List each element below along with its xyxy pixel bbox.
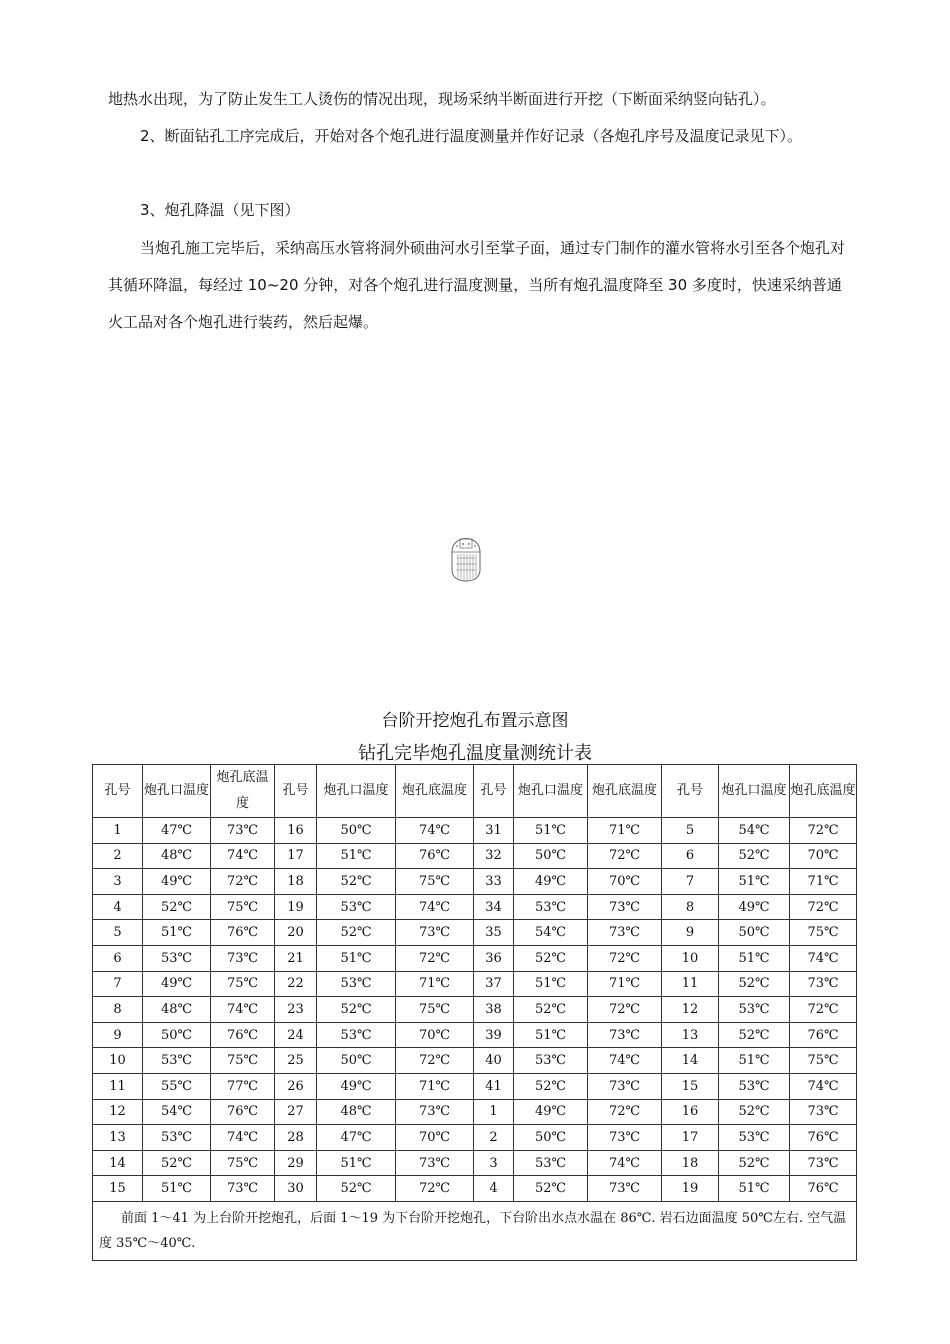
hole-number-cell: 17 <box>662 1125 719 1151</box>
tunnel-face-icon <box>449 526 483 582</box>
temperature-cell: 53℃ <box>143 1048 211 1074</box>
temperature-cell: 70℃ <box>396 1125 474 1151</box>
temperature-cell: 75℃ <box>790 1048 857 1074</box>
temperature-cell: 53℃ <box>719 1125 790 1151</box>
temperature-cell: 73℃ <box>396 1150 474 1176</box>
column-header: 炮孔底温度 <box>790 765 857 818</box>
temperature-cell: 51℃ <box>719 945 790 971</box>
hole-number-cell: 25 <box>275 1048 317 1074</box>
temperature-cell: 74℃ <box>396 894 474 920</box>
table-row <box>93 1022 857 1048</box>
temperature-cell: 55℃ <box>143 1073 211 1099</box>
hole-number-cell: 34 <box>474 894 514 920</box>
temperature-cell: 54℃ <box>514 920 588 946</box>
temperature-cell: 51℃ <box>317 1150 396 1176</box>
temperature-cell: 51℃ <box>317 843 396 869</box>
temperature-cell: 53℃ <box>514 894 588 920</box>
temperature-cell: 51℃ <box>143 920 211 946</box>
hole-number-cell: 9 <box>93 1022 143 1048</box>
temperature-cell: 74℃ <box>396 818 474 844</box>
temperature-cell: 51℃ <box>143 1176 211 1202</box>
temperature-cell: 75℃ <box>211 971 275 997</box>
temperature-cell: 74℃ <box>588 1048 662 1074</box>
temperature-cell: 72℃ <box>790 818 857 844</box>
temperature-cell: 73℃ <box>790 971 857 997</box>
temperature-cell: 52℃ <box>719 1099 790 1125</box>
temperature-cell: 73℃ <box>790 1150 857 1176</box>
temperature-cell: 73℃ <box>588 920 662 946</box>
temperature-cell: 50℃ <box>317 818 396 844</box>
hole-number-cell: 14 <box>93 1150 143 1176</box>
temperature-cell: 52℃ <box>514 1176 588 1202</box>
column-header: 炮孔底温度 <box>396 765 474 818</box>
hole-number-cell: 4 <box>474 1176 514 1202</box>
temperature-cell: 51℃ <box>514 1022 588 1048</box>
table-row <box>93 1099 857 1125</box>
column-header: 孔号 <box>474 765 514 818</box>
temperature-cell: 73℃ <box>211 945 275 971</box>
hole-number-cell: 14 <box>662 1048 719 1074</box>
temperature-cell: 53℃ <box>514 1150 588 1176</box>
temperature-cell: 75℃ <box>211 1048 275 1074</box>
temperature-cell: 50℃ <box>514 843 588 869</box>
temperature-cell: 70℃ <box>588 869 662 895</box>
temperature-cell: 74℃ <box>211 1125 275 1151</box>
temperature-cell: 51℃ <box>514 971 588 997</box>
hole-number-cell: 8 <box>93 997 143 1023</box>
temperature-cell: 52℃ <box>317 869 396 895</box>
hole-number-cell: 2 <box>93 843 143 869</box>
temperature-cell: 76℃ <box>211 1099 275 1125</box>
table-row <box>93 997 857 1023</box>
table-row <box>93 971 857 997</box>
temperature-cell: 53℃ <box>317 971 396 997</box>
temperature-cell: 47℃ <box>143 818 211 844</box>
temperature-cell: 50℃ <box>514 1125 588 1151</box>
hole-number-cell: 3 <box>474 1150 514 1176</box>
temperature-cell: 48℃ <box>317 1099 396 1125</box>
hole-number-cell: 35 <box>474 920 514 946</box>
column-header: 炮孔口温度 <box>317 765 396 818</box>
hole-number-cell: 37 <box>474 971 514 997</box>
hole-number-cell: 18 <box>662 1150 719 1176</box>
temperature-cell: 52℃ <box>719 1150 790 1176</box>
hole-number-cell: 27 <box>275 1099 317 1125</box>
temperature-cell: 52℃ <box>317 920 396 946</box>
temperature-cell: 51℃ <box>317 945 396 971</box>
temperature-cell: 53℃ <box>719 1073 790 1099</box>
column-header: 孔号 <box>275 765 317 818</box>
hole-number-cell: 13 <box>662 1022 719 1048</box>
hole-number-cell: 8 <box>662 894 719 920</box>
temperature-cell: 75℃ <box>211 1150 275 1176</box>
hole-number-cell: 23 <box>275 997 317 1023</box>
temperature-cell: 53℃ <box>514 1048 588 1074</box>
temperature-table <box>92 764 857 1261</box>
table-row <box>93 869 857 895</box>
hole-number-cell: 30 <box>275 1176 317 1202</box>
hole-number-cell: 21 <box>275 945 317 971</box>
hole-number-cell: 9 <box>662 920 719 946</box>
temperature-cell: 49℃ <box>514 1099 588 1125</box>
temperature-cell: 50℃ <box>143 1022 211 1048</box>
temperature-cell: 53℃ <box>143 1125 211 1151</box>
table-row <box>93 843 857 869</box>
temperature-cell: 72℃ <box>396 1048 474 1074</box>
temperature-cell: 52℃ <box>143 894 211 920</box>
table-title: 钻孔完毕炮孔温度量测统计表 <box>358 743 592 764</box>
hole-number-cell: 11 <box>93 1073 143 1099</box>
temperature-cell: 53℃ <box>143 945 211 971</box>
temperature-cell: 70℃ <box>396 1022 474 1048</box>
hole-number-cell: 16 <box>662 1099 719 1125</box>
temperature-cell: 71℃ <box>396 1073 474 1099</box>
hole-number-cell: 2 <box>474 1125 514 1151</box>
table-row <box>93 1150 857 1176</box>
temperature-cell: 49℃ <box>514 869 588 895</box>
temperature-cell: 52℃ <box>719 971 790 997</box>
column-header: 孔号 <box>93 765 143 818</box>
temperature-cell: 52℃ <box>514 945 588 971</box>
temperature-cell: 75℃ <box>396 869 474 895</box>
temperature-cell: 54℃ <box>719 818 790 844</box>
hole-number-cell: 5 <box>93 920 143 946</box>
hole-number-cell: 17 <box>275 843 317 869</box>
temperature-cell: 77℃ <box>211 1073 275 1099</box>
temperature-cell: 73℃ <box>588 1125 662 1151</box>
table-body <box>93 818 857 1202</box>
temperature-cell: 73℃ <box>396 1099 474 1125</box>
hole-number-cell: 29 <box>275 1150 317 1176</box>
hole-number-cell: 38 <box>474 997 514 1023</box>
temperature-cell: 51℃ <box>514 818 588 844</box>
table-row <box>93 945 857 971</box>
hole-number-cell: 12 <box>93 1099 143 1125</box>
temperature-cell: 71℃ <box>588 971 662 997</box>
body-paragraph-4: 当炮孔施工完毕后，采纳高压水管将洞外硕曲河水引至掌子面，通过专门制作的灌水管将水引至各个炮孔对其循环降温，每经过 10~20 分钟，对各个炮孔进行温度测量，当所有炮孔温度降至 30 多度时，快速采纳普通火工品对各个炮孔进行装药，然后起爆。 <box>108 239 846 331</box>
column-header: 孔号 <box>662 765 719 818</box>
temperature-cell: 52℃ <box>317 997 396 1023</box>
temperature-cell: 73℃ <box>790 1099 857 1125</box>
temperature-cell: 49℃ <box>317 1073 396 1099</box>
temperature-cell: 72℃ <box>588 843 662 869</box>
temperature-cell: 48℃ <box>143 843 211 869</box>
table-header-row <box>93 765 857 818</box>
temperature-cell: 52℃ <box>514 997 588 1023</box>
temperature-cell: 72℃ <box>790 894 857 920</box>
temperature-cell: 52℃ <box>719 843 790 869</box>
table-row <box>93 894 857 920</box>
temperature-cell: 76℃ <box>790 1022 857 1048</box>
temperature-cell: 50℃ <box>317 1048 396 1074</box>
temperature-cell: 76℃ <box>211 1022 275 1048</box>
hole-number-cell: 20 <box>275 920 317 946</box>
figure-caption: 台阶开挖炮孔布置示意图 <box>381 711 569 731</box>
table-row <box>93 1073 857 1099</box>
temperature-cell: 72℃ <box>588 1099 662 1125</box>
temperature-cell: 76℃ <box>396 843 474 869</box>
hole-number-cell: 16 <box>275 818 317 844</box>
hole-number-cell: 19 <box>275 894 317 920</box>
hole-number-cell: 12 <box>662 997 719 1023</box>
hole-number-cell: 1 <box>93 818 143 844</box>
table-row <box>93 1125 857 1151</box>
temperature-cell: 72℃ <box>790 997 857 1023</box>
hole-number-cell: 6 <box>93 945 143 971</box>
temperature-cell: 52℃ <box>143 1150 211 1176</box>
column-header: 炮孔底温度 <box>588 765 662 818</box>
body-paragraph-2: 2、断面钻孔工序完成后，开始对各个炮孔进行温度测量并作好记录（各炮孔序号及温度记录见下）。 <box>140 127 803 145</box>
hole-number-cell: 19 <box>662 1176 719 1202</box>
temperature-cell: 73℃ <box>396 920 474 946</box>
temperature-cell: 72℃ <box>396 1176 474 1202</box>
temperature-cell: 71℃ <box>396 971 474 997</box>
hole-number-cell: 36 <box>474 945 514 971</box>
temperature-cell: 54℃ <box>143 1099 211 1125</box>
temperature-cell: 48℃ <box>143 997 211 1023</box>
temperature-cell: 74℃ <box>790 945 857 971</box>
hole-number-cell: 22 <box>275 971 317 997</box>
hole-number-cell: 13 <box>93 1125 143 1151</box>
temperature-cell: 75℃ <box>790 920 857 946</box>
temperature-cell: 74℃ <box>211 843 275 869</box>
hole-number-cell: 11 <box>662 971 719 997</box>
table-row <box>93 1048 857 1074</box>
temperature-cell: 73℃ <box>588 894 662 920</box>
temperature-cell: 53℃ <box>317 894 396 920</box>
temperature-cell: 74℃ <box>211 997 275 1023</box>
hole-number-cell: 1 <box>474 1099 514 1125</box>
column-header: 炮孔口温度 <box>719 765 790 818</box>
body-paragraph-1: 地热水出现，为了防止发生工人烫伤的情况出现，现场采纳半断面进行开挖（下断面采纳竖向钻孔）。 <box>108 90 776 108</box>
hole-number-cell: 41 <box>474 1073 514 1099</box>
hole-number-cell: 7 <box>662 869 719 895</box>
temperature-cell: 49℃ <box>143 869 211 895</box>
temperature-cell: 72℃ <box>396 945 474 971</box>
hole-number-cell: 28 <box>275 1125 317 1151</box>
temperature-cell: 52℃ <box>514 1073 588 1099</box>
table-note: 前面 1～41 为上台阶开挖炮孔，后面 1～19 为下台阶开挖炮孔，下台阶出水点水温在 86℃. 岩石边面温度 50℃左右. 空气温度 35℃～40℃. <box>93 1201 857 1260</box>
hole-number-cell: 15 <box>662 1073 719 1099</box>
temperature-cell: 75℃ <box>211 894 275 920</box>
temperature-cell: 51℃ <box>719 1176 790 1202</box>
hole-number-cell: 24 <box>275 1022 317 1048</box>
hole-number-cell: 18 <box>275 869 317 895</box>
temperature-cell: 70℃ <box>790 843 857 869</box>
hole-number-cell: 10 <box>93 1048 143 1074</box>
temperature-cell: 52℃ <box>719 1022 790 1048</box>
temperature-cell: 50℃ <box>719 920 790 946</box>
temperature-cell: 74℃ <box>790 1073 857 1099</box>
hole-number-cell: 40 <box>474 1048 514 1074</box>
temperature-cell: 72℃ <box>588 945 662 971</box>
temperature-cell: 73℃ <box>211 818 275 844</box>
temperature-cell: 52℃ <box>317 1176 396 1202</box>
temperature-cell: 71℃ <box>790 869 857 895</box>
hole-number-cell: 33 <box>474 869 514 895</box>
temperature-cell: 51℃ <box>719 1048 790 1074</box>
hole-number-cell: 10 <box>662 945 719 971</box>
hole-number-cell: 7 <box>93 971 143 997</box>
temperature-cell: 74℃ <box>588 1150 662 1176</box>
table-row <box>93 1176 857 1202</box>
temperature-cell: 49℃ <box>143 971 211 997</box>
temperature-cell: 53℃ <box>719 997 790 1023</box>
table-row <box>93 920 857 946</box>
temperature-cell: 72℃ <box>211 869 275 895</box>
hole-number-cell: 15 <box>93 1176 143 1202</box>
temperature-cell: 73℃ <box>211 1176 275 1202</box>
column-header: 炮孔底温度 <box>211 765 275 818</box>
body-paragraph-3: 3、炮孔降温（见下图） <box>140 201 300 219</box>
temperature-cell: 73℃ <box>588 1176 662 1202</box>
hole-number-cell: 32 <box>474 843 514 869</box>
temperature-cell: 53℃ <box>317 1022 396 1048</box>
temperature-cell: 73℃ <box>588 1022 662 1048</box>
temperature-cell: 76℃ <box>790 1176 857 1202</box>
temperature-cell: 75℃ <box>396 997 474 1023</box>
hole-number-cell: 4 <box>93 894 143 920</box>
hole-number-cell: 31 <box>474 818 514 844</box>
temperature-cell: 76℃ <box>211 920 275 946</box>
column-header: 炮孔口温度 <box>143 765 211 818</box>
column-header: 炮孔口温度 <box>514 765 588 818</box>
temperature-cell: 71℃ <box>588 818 662 844</box>
temperature-cell: 72℃ <box>588 997 662 1023</box>
temperature-cell: 76℃ <box>790 1125 857 1151</box>
table-row <box>93 818 857 844</box>
temperature-cell: 51℃ <box>719 869 790 895</box>
hole-number-cell: 6 <box>662 843 719 869</box>
hole-number-cell: 26 <box>275 1073 317 1099</box>
hole-number-cell: 3 <box>93 869 143 895</box>
temperature-cell: 49℃ <box>719 894 790 920</box>
temperature-cell: 73℃ <box>588 1073 662 1099</box>
hole-number-cell: 5 <box>662 818 719 844</box>
temperature-cell: 47℃ <box>317 1125 396 1151</box>
hole-number-cell: 39 <box>474 1022 514 1048</box>
